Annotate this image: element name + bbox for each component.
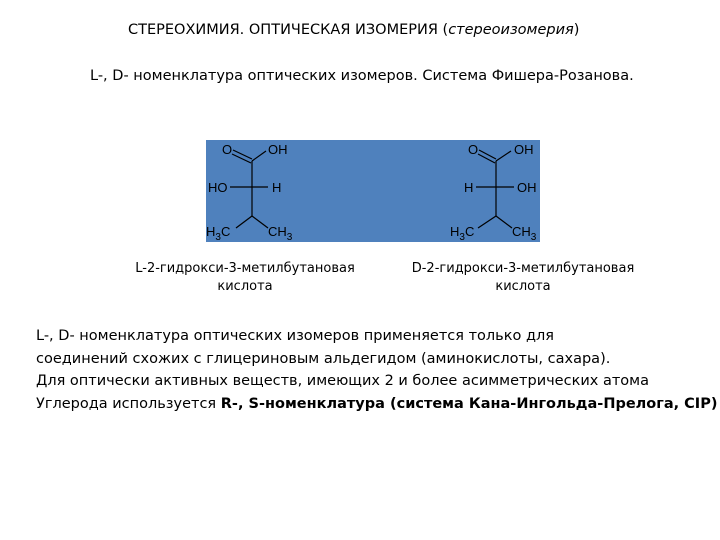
d-bottom-left: $H_3C$ bbox=[450, 224, 475, 242]
title-close: ) bbox=[573, 22, 580, 38]
l-right-group: H bbox=[272, 180, 282, 195]
body-line-4-bold: R-, S-номенклатура (система Кана-Ингольда-Прелога, CIP) bbox=[220, 395, 718, 412]
body-line-4-start: Углерода используется bbox=[36, 395, 221, 412]
l-bottom-left: $H_3C$ bbox=[206, 224, 231, 242]
d-left-group: H bbox=[464, 180, 474, 195]
d-bottom-right: $CH_3$ bbox=[512, 224, 537, 242]
d-isomer-caption bbox=[398, 260, 648, 296]
d-caption-line2: кислота bbox=[495, 279, 551, 294]
l-left-group: HO bbox=[208, 180, 228, 195]
d-isomer-structure bbox=[450, 142, 537, 242]
body-line-4 bbox=[36, 393, 717, 416]
body-line-2: соединений схожих с глицериновым альдегидом (аминокислоты, сахара). bbox=[36, 350, 611, 367]
l-top-oh: OH bbox=[268, 142, 288, 157]
l-bottom-right: $CH_3$ bbox=[268, 224, 293, 242]
structures-panel bbox=[206, 140, 540, 242]
fischer-structures bbox=[206, 140, 540, 242]
l-caption-line1: L-2-гидрокси-3-метилбутановая bbox=[135, 261, 355, 276]
l-isomer-caption bbox=[120, 260, 370, 296]
d-top-oh: OH bbox=[514, 142, 534, 157]
body-paragraph bbox=[36, 325, 717, 415]
title-italic: стереоизомерия bbox=[448, 22, 574, 38]
slide-title bbox=[128, 22, 579, 38]
d-caption-line1: D-2-гидрокси-3-метилбутановая bbox=[411, 261, 635, 276]
slide-subtitle: L-, D- номенклатура оптических изомеров. Система Фишера-Розанова. bbox=[90, 68, 634, 84]
d-right-group: OH bbox=[517, 180, 537, 195]
l-caption-line2: кислота bbox=[217, 279, 273, 294]
l-top-o: O bbox=[222, 142, 233, 157]
d-top-o: O bbox=[468, 142, 479, 157]
body-line-3: Для оптически активных веществ, имеющих 2 и более асимметрических атома bbox=[36, 373, 649, 389]
body-line-1: L-, D- номенклатура оптических изомеров применяется только для bbox=[36, 328, 554, 344]
l-isomer-structure bbox=[206, 142, 293, 242]
title-main: СТЕРЕОХИМИЯ. ОПТИЧЕСКАЯ ИЗОМЕРИЯ ( bbox=[128, 22, 449, 38]
